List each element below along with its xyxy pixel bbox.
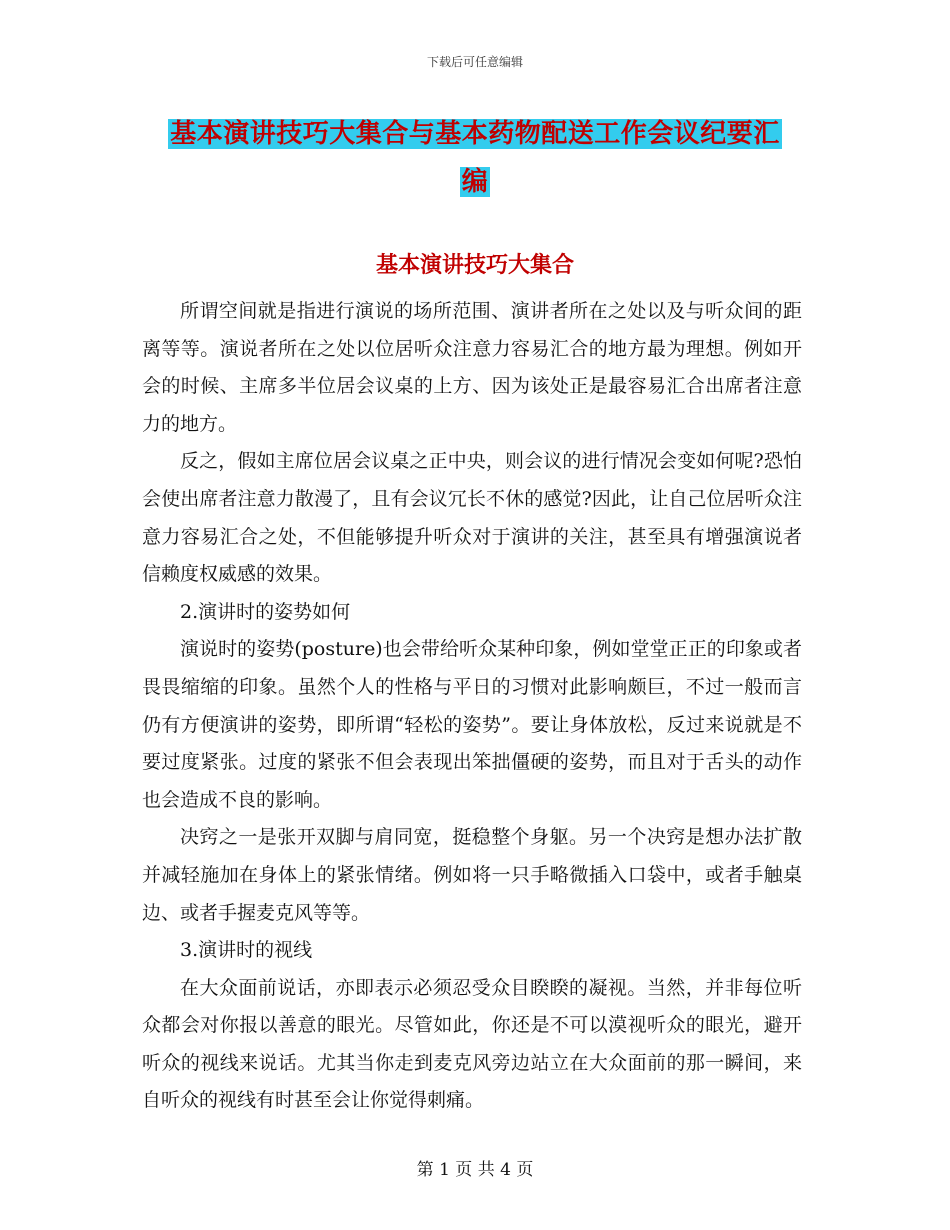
body-text <box>142 293 802 1120</box>
paragraph: 反之，假如主席位居会议桌之正中央，则会议的进行情况会变如何呢?恐怕会使出席者注意力散漫了，且有会议冗长不休的感觉?因此，让自己位居听众注意力容易汇合之处，不但能够提升听众对于演讲的关注，甚至具有增强演说者信赖度权威感的效果。 <box>142 450 802 586</box>
paragraph: 所谓空间就是指进行演说的场所范围、演讲者所在之处以及与听众间的距离等等。演说者所在之处以位居听众注意力容易汇合的地方最为理想。例如开会的时候、主席多半位居会议桌的上方、因为该处正是最容易汇合出席者注意力的地方。 <box>142 300 802 435</box>
title-line-1: 基本演讲技巧大集合与基本药物配送工作会议纪要汇 <box>170 119 780 149</box>
section-item-heading: 3.演讲时的视线 <box>180 939 313 962</box>
section-item-heading: 2.演讲时的姿势如何 <box>180 600 351 623</box>
paragraph: 演说时的姿势(posture)也会带给听众某种印象，例如堂堂正正的印象或者畏畏缩缩的印象。虽然个人的性格与平日的习惯对此影响颇巨，不过一般而言仍有方便演讲的姿势，即所谓“轻松的姿势”。要让身体放松，反过来说就是不要过度紧张。过度的紧张不但会表现出笨拙僵硬的姿势，而且对于舌头的动作也会造成不良的影响。 <box>142 638 802 811</box>
paragraph: 在大众面前说话，亦即表示必须忍受众目睽睽的凝视。当然，并非每位听众都会对你报以善意的眼光。尽管如此，你还是不可以漠视听众的眼光，避开听众的视线来说话。尤其当你走到麦克风旁边站立在大众面前的那一瞬间，来自听众的视线有时甚至会让你觉得刺痛。 <box>142 976 802 1112</box>
paragraph: 决窍之一是张开双脚与肩同宽，挺稳整个身躯。另一个决窍是想办法扩散并减轻施加在身体上的紧张情绪。例如将一只手略微插入口袋中，或者手触桌边、或者手握麦克风等等。 <box>142 826 802 924</box>
header-note: 下载后可任意编辑 <box>426 55 523 69</box>
title-line-2: 编 <box>461 167 489 197</box>
document-title <box>150 110 800 206</box>
page-footer: 第 1 页 共 4 页 <box>416 1160 534 1180</box>
section-heading: 基本演讲技巧大集合 <box>375 253 574 278</box>
